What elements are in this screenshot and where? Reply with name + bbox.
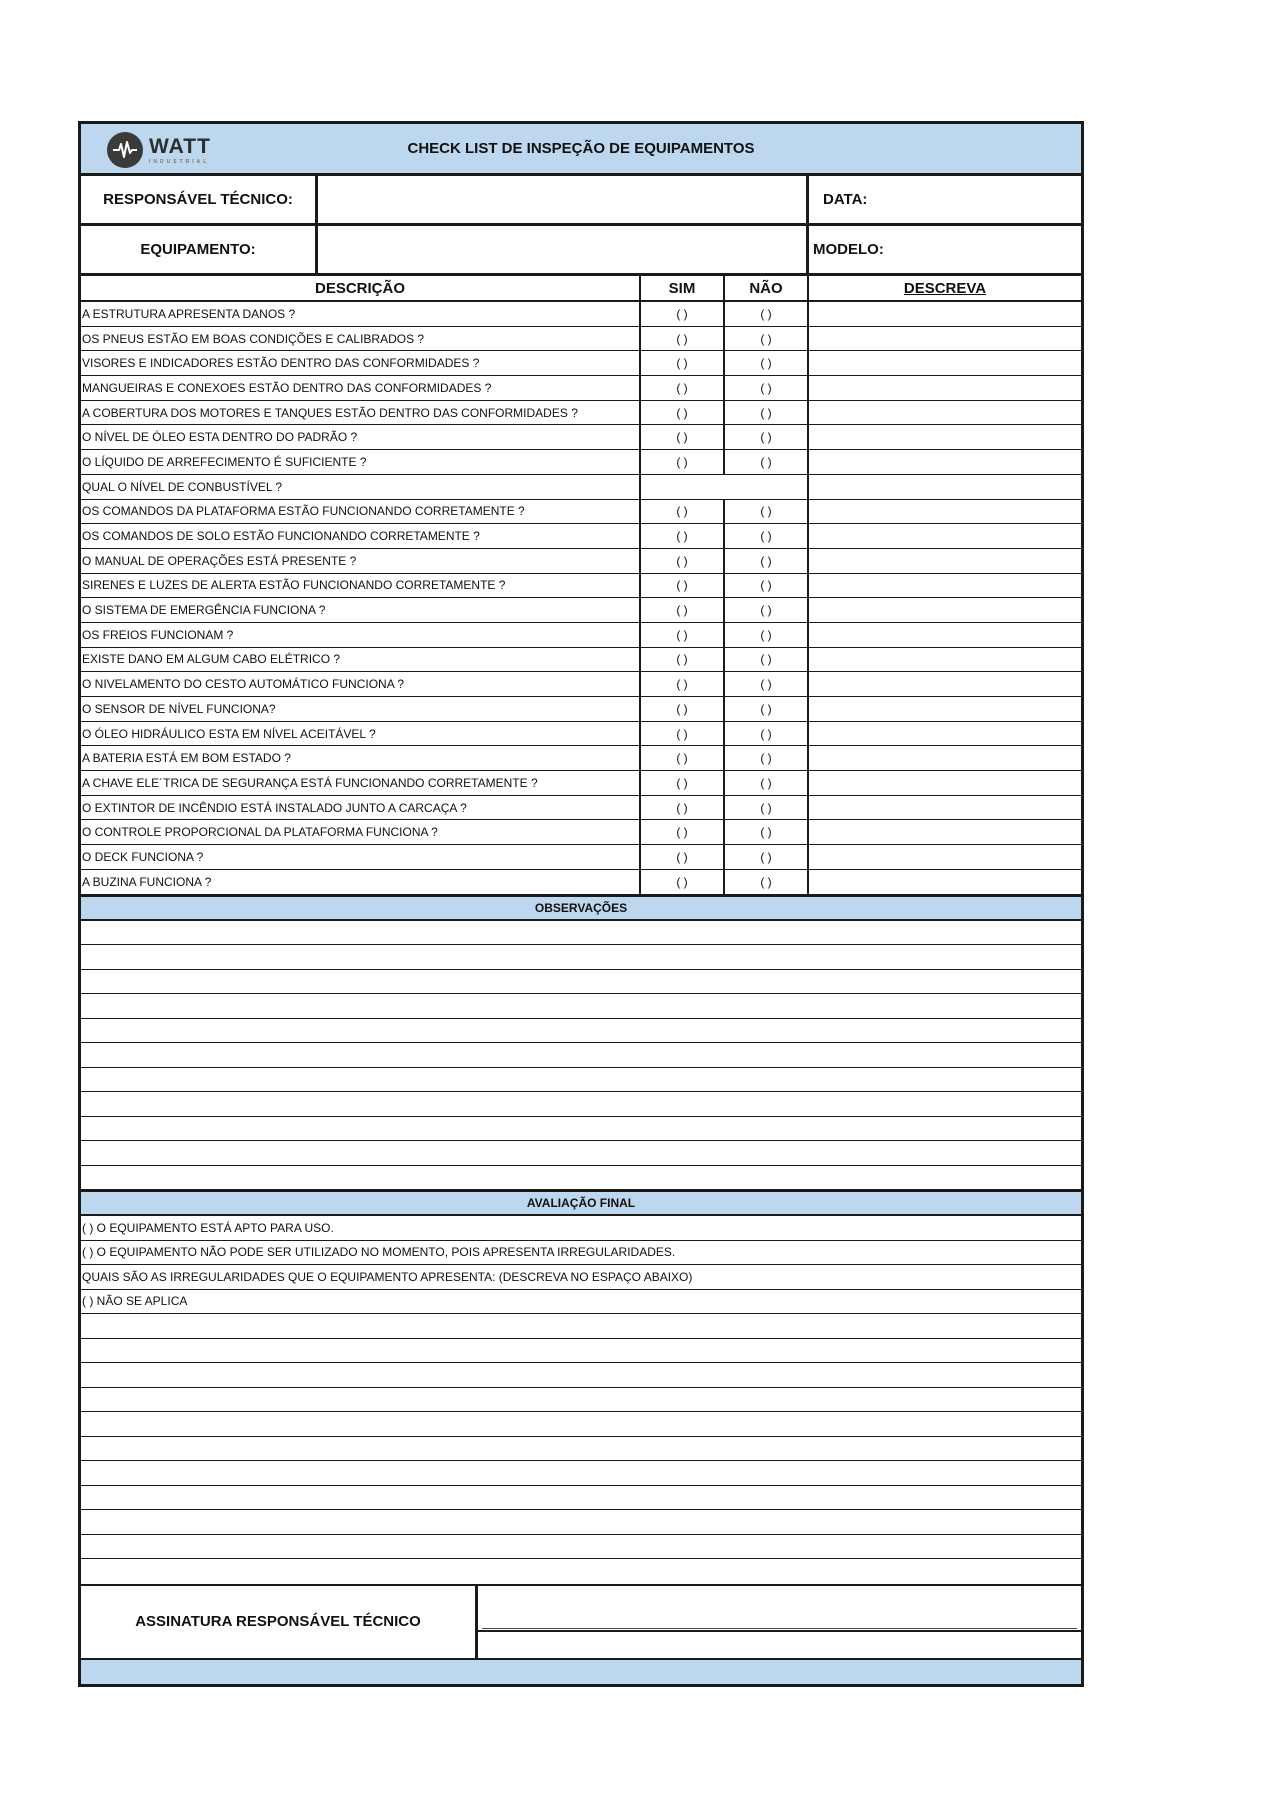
item-description: A COBERTURA DOS MOTORES E TANQUES ESTÃO DENTRO DAS CONFORMIDADES ?	[81, 401, 641, 425]
checklist-row	[81, 771, 1081, 796]
checklist-row	[81, 574, 1081, 599]
nao-checkbox[interactable]: ( )	[725, 425, 809, 449]
descreva-field[interactable]	[809, 376, 1081, 400]
descreva-field[interactable]	[809, 549, 1081, 573]
column-descricao: DESCRIÇÃO	[81, 276, 641, 300]
irregularidade-line[interactable]	[81, 1535, 1081, 1560]
column-sim: SIM	[641, 276, 725, 300]
item-description: O ÓLEO HIDRÁULICO ESTA EM NÍVEL ACEITÁVEL ?	[81, 722, 641, 746]
item-description: A CHAVE ELE´TRICA DE SEGURANÇA ESTÁ FUNCIONANDO CORRETAMENTE ?	[81, 771, 641, 795]
nao-checkbox[interactable]: ( )	[725, 524, 809, 548]
observacao-line[interactable]	[81, 1043, 1081, 1068]
checklist-row	[81, 598, 1081, 623]
equipamento-field[interactable]	[318, 226, 809, 273]
sim-checkbox[interactable]: ( )	[641, 672, 725, 696]
checklist-row	[81, 376, 1081, 401]
checklist-row	[81, 623, 1081, 648]
signature-field[interactable]	[478, 1586, 1081, 1658]
irregularidade-line[interactable]	[81, 1363, 1081, 1388]
irregularidade-line[interactable]	[81, 1412, 1081, 1437]
nao-checkbox[interactable]: ( )	[725, 870, 809, 894]
observacao-line[interactable]	[81, 1019, 1081, 1044]
equipamento-row	[81, 226, 1081, 276]
observacao-line[interactable]	[81, 994, 1081, 1019]
descreva-field[interactable]	[809, 327, 1081, 351]
nao-checkbox[interactable]: ( )	[725, 672, 809, 696]
observacao-line[interactable]	[81, 921, 1081, 946]
checklist-row	[81, 870, 1081, 895]
item-description: O SISTEMA DE EMERGÊNCIA FUNCIONA ?	[81, 598, 641, 622]
sim-checkbox[interactable]: ( )	[641, 549, 725, 573]
logo-subtext: INDUSTRIAL	[149, 158, 210, 165]
item-description: O MANUAL DE OPERAÇÕES ESTÁ PRESENTE ?	[81, 549, 641, 573]
descreva-field[interactable]	[809, 796, 1081, 820]
column-header-row	[81, 276, 1081, 302]
descreva-field[interactable]	[809, 648, 1081, 672]
checklist-sheet	[78, 121, 1084, 1687]
sim-checkbox[interactable]: ( )	[641, 623, 725, 647]
company-logo	[107, 132, 211, 168]
nao-checkbox[interactable]: ( )	[725, 549, 809, 573]
page-title: CHECK LIST DE INSPEÇÃO DE EQUIPAMENTOS	[407, 140, 755, 157]
item-description: O EXTINTOR DE INCÊNDIO ESTÁ INSTALADO JUNTO A CARCAÇA ?	[81, 796, 641, 820]
checklist-row	[81, 549, 1081, 574]
checklist-row	[81, 697, 1081, 722]
equipamento-label: EQUIPAMENTO:	[81, 226, 318, 273]
descreva-field[interactable]	[809, 598, 1081, 622]
avaliacao-option[interactable]: ( ) NÃO SE APLICA	[81, 1290, 1081, 1315]
sim-checkbox[interactable]: ( )	[641, 845, 725, 869]
sim-checkbox[interactable]: ( )	[641, 450, 725, 474]
responsavel-row	[81, 176, 1081, 226]
sim-checkbox[interactable]: ( )	[641, 746, 725, 770]
nao-checkbox[interactable]: ( )	[725, 401, 809, 425]
modelo-label: MODELO:	[813, 241, 884, 258]
checklist-row	[81, 450, 1081, 475]
sim-checkbox[interactable]: ( )	[641, 574, 725, 598]
irregularidade-line[interactable]	[81, 1461, 1081, 1486]
checklist-row	[81, 746, 1081, 771]
descreva-field[interactable]	[809, 697, 1081, 721]
observacao-line[interactable]	[81, 945, 1081, 970]
avaliacao-header: AVALIAÇÃO FINAL	[81, 1190, 1081, 1216]
checklist-row	[81, 401, 1081, 426]
data-field[interactable]	[809, 176, 1081, 223]
sim-checkbox[interactable]: ( )	[641, 376, 725, 400]
checklist-row	[81, 425, 1081, 450]
sim-checkbox[interactable]: ( )	[641, 351, 725, 375]
column-descreva: DESCREVA	[903, 279, 987, 297]
irregularidade-line[interactable]	[81, 1339, 1081, 1364]
nao-checkbox[interactable]: ( )	[725, 820, 809, 844]
footer-bar	[81, 1660, 1081, 1684]
irregularidade-line[interactable]	[81, 1314, 1081, 1339]
checklist-row	[81, 796, 1081, 821]
descreva-field[interactable]	[809, 450, 1081, 474]
nao-checkbox[interactable]: ( )	[725, 722, 809, 746]
nao-checkbox[interactable]: ( )	[725, 648, 809, 672]
sim-checkbox[interactable]: ( )	[641, 697, 725, 721]
checklist-row	[81, 845, 1081, 870]
sim-checkbox[interactable]: ( )	[641, 598, 725, 622]
item-description: OS FREIOS FUNCIONAM ?	[81, 623, 641, 647]
item-description: O NÍVEL DE ÓLEO ESTA DENTRO DO PADRÃO ?	[81, 425, 641, 449]
item-description: O SENSOR DE NÍVEL FUNCIONA?	[81, 697, 641, 721]
signature-line	[482, 1628, 1077, 1629]
descreva-field[interactable]	[809, 524, 1081, 548]
checklist-row	[81, 820, 1081, 845]
logo-wave-icon	[107, 132, 143, 168]
descreva-field[interactable]	[809, 845, 1081, 869]
descreva-field[interactable]	[809, 302, 1081, 326]
checklist-row	[81, 475, 1081, 500]
nao-checkbox[interactable]: ( )	[725, 376, 809, 400]
item-description: A ESTRUTURA APRESENTA DANOS ?	[81, 302, 641, 326]
irregularidade-line[interactable]	[81, 1559, 1081, 1584]
checklist-row	[81, 302, 1081, 327]
item-description: OS PNEUS ESTÃO EM BOAS CONDIÇÕES E CALIBRADOS ?	[81, 327, 641, 351]
avaliacao-lines	[81, 1216, 1081, 1314]
checklist-row	[81, 500, 1081, 525]
irregularidade-line[interactable]	[81, 1437, 1081, 1462]
avaliacao-option[interactable]: QUAIS SÃO AS IRREGULARIDADES QUE O EQUIPAMENTO APRESENTA: (DESCREVA NO ESPAÇO ABAIXO)	[81, 1265, 1081, 1290]
nao-checkbox[interactable]: ( )	[725, 327, 809, 351]
item-description: MANGUEIRAS E CONEXOES ESTÃO DENTRO DAS CONFORMIDADES ?	[81, 376, 641, 400]
observacao-line[interactable]	[81, 970, 1081, 995]
item-description: SIRENES E LUZES DE ALERTA ESTÃO FUNCIONANDO CORRETAMENTE ?	[81, 574, 641, 598]
item-description: EXISTE DANO EM ALGUM CABO ELÉTRICO ?	[81, 648, 641, 672]
modelo-field[interactable]	[809, 226, 1081, 273]
descreva-field[interactable]	[809, 401, 1081, 425]
sim-checkbox[interactable]: ( )	[641, 820, 725, 844]
item-description: O NIVELAMENTO DO CESTO AUTOMÁTICO FUNCIONA ?	[81, 672, 641, 696]
signature-row	[81, 1584, 1081, 1660]
observacao-line[interactable]	[81, 1092, 1081, 1117]
descreva-field[interactable]	[809, 771, 1081, 795]
responsavel-field[interactable]	[318, 176, 809, 223]
sim-checkbox[interactable]: ( )	[641, 327, 725, 351]
avaliacao-option[interactable]: ( ) O EQUIPAMENTO NÃO PODE SER UTILIZADO NO MOMENTO, POIS APRESENTA IRREGULARIDADES.	[81, 1241, 1081, 1266]
checklist-row	[81, 351, 1081, 376]
nao-checkbox[interactable]: ( )	[725, 598, 809, 622]
data-label: DATA:	[823, 191, 868, 208]
observacao-line[interactable]	[81, 1166, 1081, 1191]
descreva-field[interactable]	[809, 475, 1081, 499]
nao-checkbox[interactable]: ( )	[725, 302, 809, 326]
item-description: O DECK FUNCIONA ?	[81, 845, 641, 869]
checklist-row	[81, 648, 1081, 673]
avaliacao-blank-lines	[81, 1314, 1081, 1584]
nao-checkbox[interactable]: ( )	[725, 351, 809, 375]
descreva-field[interactable]	[809, 746, 1081, 770]
irregularidade-line[interactable]	[81, 1486, 1081, 1511]
sim-checkbox[interactable]: ( )	[641, 302, 725, 326]
item-description: O LÍQUIDO DE ARREFECIMENTO É SUFICIENTE ?	[81, 450, 641, 474]
descreva-field[interactable]	[809, 425, 1081, 449]
sim-checkbox[interactable]: ( )	[641, 722, 725, 746]
nao-checkbox[interactable]: ( )	[725, 623, 809, 647]
item-description: OS COMANDOS DA PLATAFORMA ESTÃO FUNCIONANDO CORRETAMENTE ?	[81, 500, 641, 524]
nao-checkbox[interactable]: ( )	[725, 450, 809, 474]
irregularidade-line[interactable]	[81, 1510, 1081, 1535]
item-description: A BUZINA FUNCIONA ?	[81, 870, 641, 894]
descreva-field[interactable]	[809, 500, 1081, 524]
sim-checkbox[interactable]: ( )	[641, 771, 725, 795]
responsavel-label: RESPONSÁVEL TÉCNICO:	[81, 176, 318, 223]
descreva-field[interactable]	[809, 623, 1081, 647]
sim-checkbox[interactable]: ( )	[641, 796, 725, 820]
checklist-row	[81, 327, 1081, 352]
item-description: O CONTROLE PROPORCIONAL DA PLATAFORMA FUNCIONA ?	[81, 820, 641, 844]
nao-checkbox[interactable]: ( )	[725, 771, 809, 795]
checklist-items	[81, 302, 1081, 895]
nao-checkbox[interactable]: ( )	[725, 796, 809, 820]
logo-text: WATT	[149, 134, 211, 158]
irregularidade-line[interactable]	[81, 1388, 1081, 1413]
descreva-field[interactable]	[809, 351, 1081, 375]
item-description: QUAL O NÍVEL DE CONBUSTÍVEL ?	[81, 475, 641, 499]
signature-label: ASSINATURA RESPONSÁVEL TÉCNICO	[81, 1586, 478, 1658]
item-description: VISORES E INDICADORES ESTÃO DENTRO DAS CONFORMIDADES ?	[81, 351, 641, 375]
item-description: A BATERIA ESTÁ EM BOM ESTADO ?	[81, 746, 641, 770]
descreva-field[interactable]	[809, 574, 1081, 598]
descreva-field[interactable]	[809, 722, 1081, 746]
fuel-level-field[interactable]	[641, 475, 809, 499]
avaliacao-option[interactable]: ( ) O EQUIPAMENTO ESTÁ APTO PARA USO.	[81, 1216, 1081, 1241]
checklist-row	[81, 524, 1081, 549]
column-nao: NÃO	[725, 276, 809, 300]
item-description: OS COMANDOS DE SOLO ESTÃO FUNCIONANDO CORRETAMENTE ?	[81, 524, 641, 548]
nao-checkbox[interactable]: ( )	[725, 697, 809, 721]
title-row	[81, 124, 1081, 176]
observacao-line[interactable]	[81, 1068, 1081, 1093]
descreva-field[interactable]	[809, 672, 1081, 696]
nao-checkbox[interactable]: ( )	[725, 746, 809, 770]
descreva-field[interactable]	[809, 820, 1081, 844]
nao-checkbox[interactable]: ( )	[725, 500, 809, 524]
sim-checkbox[interactable]: ( )	[641, 500, 725, 524]
descreva-field[interactable]	[809, 870, 1081, 894]
nao-checkbox[interactable]: ( )	[725, 574, 809, 598]
signature-divider	[478, 1630, 1081, 1632]
checklist-row	[81, 672, 1081, 697]
sim-checkbox[interactable]: ( )	[641, 425, 725, 449]
observacao-line[interactable]	[81, 1141, 1081, 1166]
observacoes-header: OBSERVAÇÕES	[81, 895, 1081, 921]
sim-checkbox[interactable]: ( )	[641, 401, 725, 425]
observacoes-lines	[81, 921, 1081, 1191]
sim-checkbox[interactable]: ( )	[641, 648, 725, 672]
sim-checkbox[interactable]: ( )	[641, 870, 725, 894]
sim-checkbox[interactable]: ( )	[641, 524, 725, 548]
nao-checkbox[interactable]: ( )	[725, 845, 809, 869]
observacao-line[interactable]	[81, 1117, 1081, 1142]
checklist-row	[81, 722, 1081, 747]
